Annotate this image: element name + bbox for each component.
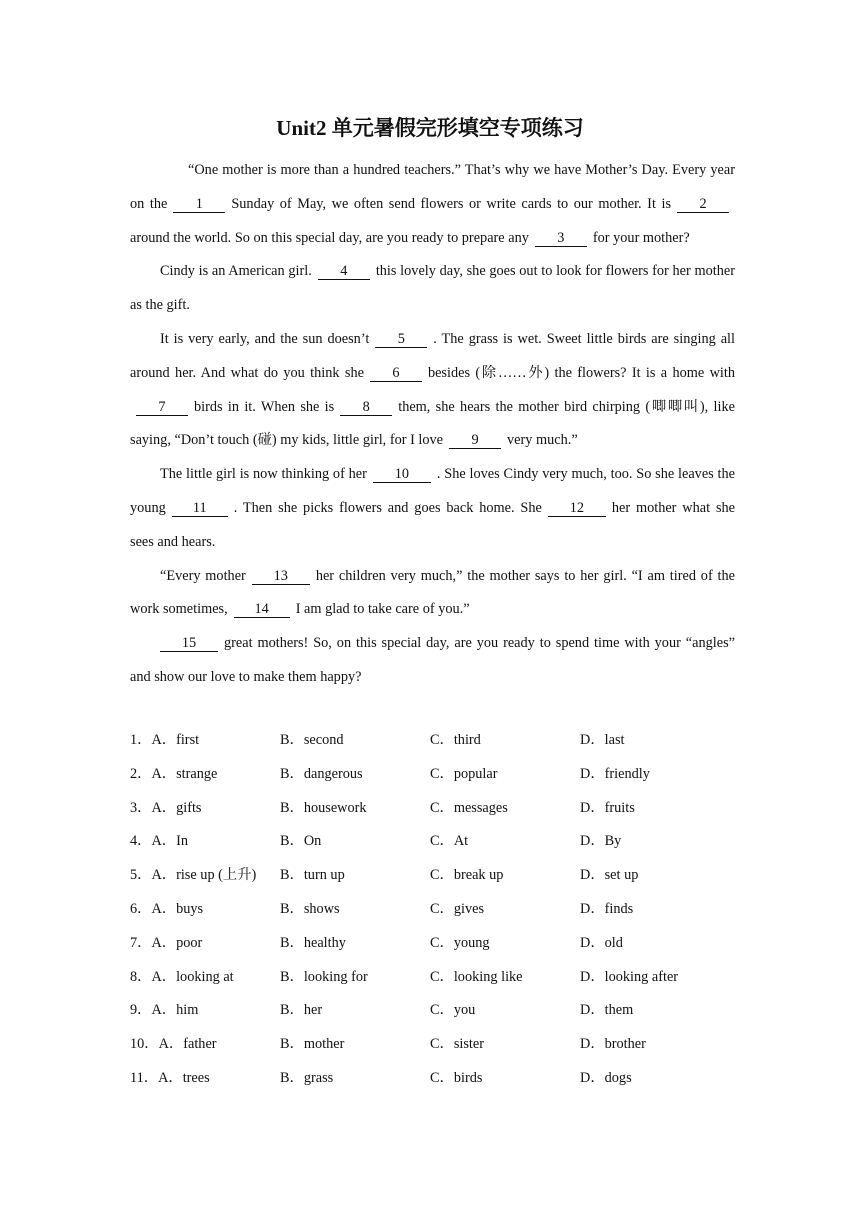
option-c: C．you <box>430 1002 476 1019</box>
option-b: B．turn up <box>280 867 345 884</box>
option-a <box>130 1028 217 1062</box>
cloze-passage <box>130 154 735 695</box>
blank-13: 13 <box>252 568 310 585</box>
option-a <box>130 724 199 758</box>
blank-9: 9 <box>449 432 501 449</box>
option-c: C．popular <box>430 765 498 782</box>
question-number: 11． <box>130 1069 159 1086</box>
passage-text: around the world. So on this special day, are you ready to prepare any <box>130 229 529 246</box>
passage-text: The little girl is now thinking of her <box>160 466 367 483</box>
option-d: D．brother <box>580 1036 646 1053</box>
passage-text: besides (除……外) the flowers? It is a home with <box>427 364 735 381</box>
option-a-text: A．him <box>151 1002 199 1019</box>
paragraph-5 <box>130 560 735 628</box>
option-b: B．grass <box>280 1069 334 1086</box>
option-b: B．mother <box>280 1036 345 1053</box>
blank-15: 15 <box>160 635 218 652</box>
paragraph-3 <box>130 323 735 458</box>
option-a-text: A．poor <box>151 934 203 951</box>
passage-text: birds in it. When she is <box>194 398 335 415</box>
option-a <box>130 825 188 859</box>
option-b: B．shows <box>280 900 340 917</box>
option-a-text: A．father <box>158 1036 217 1053</box>
option-d: D．By <box>580 833 622 850</box>
question-number: 10． <box>130 1036 159 1053</box>
question-row <box>130 859 750 893</box>
option-a <box>130 758 217 792</box>
option-d: D．finds <box>580 900 634 917</box>
paragraph-1 <box>130 154 735 255</box>
passage-text: her mother what she sees and hears. <box>130 499 735 550</box>
option-c: C．gives <box>430 900 485 917</box>
question-row <box>130 961 750 995</box>
passage-text: I am glad to take care of you.” <box>295 601 470 618</box>
answer-options <box>130 724 750 1096</box>
option-a-text: A．gifts <box>151 799 202 816</box>
passage-text: Cindy is an American girl. <box>160 263 312 280</box>
passage-text: . She loves Cindy very much, too. So she leaves the young <box>130 466 735 516</box>
option-c: C．third <box>430 732 481 748</box>
question-row <box>130 994 750 1028</box>
paragraph-2 <box>130 255 735 323</box>
option-c: C．young <box>430 934 490 951</box>
option-b: B．healthy <box>280 934 346 951</box>
option-d: D．friendly <box>580 765 650 782</box>
option-a <box>130 927 202 961</box>
question-number: 9． <box>130 1002 152 1019</box>
question-row <box>130 1028 750 1062</box>
blank-6: 6 <box>370 365 422 382</box>
option-a-text: A．first <box>151 732 200 748</box>
option-d: D．fruits <box>580 799 635 816</box>
blank-7: 7 <box>136 399 188 416</box>
option-c: C．birds <box>430 1069 483 1086</box>
passage-text: It is very early, and the sun doesn’t <box>160 330 370 347</box>
option-d: D．last <box>580 732 625 748</box>
question-number: 8． <box>130 968 152 985</box>
option-c: C．messages <box>430 799 508 816</box>
option-d: D．dogs <box>580 1069 632 1086</box>
option-a-text: A．trees <box>158 1069 210 1086</box>
question-row <box>130 758 750 792</box>
passage-text: very much.” <box>507 432 578 449</box>
question-number: 1． <box>130 732 152 748</box>
passage-text: . The grass is wet. Sweet little birds are singing all around her. And what do you think she <box>130 330 735 381</box>
passage-text: her children very much,” the mother says to her girl. “I am tired of the work sometimes, <box>130 567 735 618</box>
option-d: D．set up <box>580 867 639 884</box>
option-a <box>130 893 203 927</box>
option-b: B．looking for <box>280 968 368 985</box>
option-d: D．them <box>580 1002 634 1019</box>
passage-text: for your mother? <box>592 229 690 246</box>
passage-text: great mothers! So, on this special day, are you ready to spend time with your “angles” and show our love to make them happy? <box>130 635 735 685</box>
option-a-text: A．In <box>151 833 188 850</box>
question-row <box>130 825 750 859</box>
option-d: D．old <box>580 934 623 951</box>
option-a-text: A．looking at <box>151 968 234 985</box>
passage-text: “Every mother <box>160 567 246 584</box>
blank-3: 3 <box>535 230 587 247</box>
option-a <box>130 961 234 995</box>
option-c: C．break up <box>430 867 504 884</box>
blank-14: 14 <box>234 601 290 618</box>
question-row <box>130 927 750 961</box>
question-number: 6． <box>130 900 152 917</box>
option-b: B．On <box>280 833 322 850</box>
passage-text: this lovely day, she goes out to look for flowers for her mother as the gift. <box>130 263 735 314</box>
option-b: B．dangerous <box>280 765 363 782</box>
page-title: Unit2 单元暑假完形填空专项练习 <box>276 116 584 140</box>
option-c: C．At <box>430 833 469 850</box>
question-number: 5． <box>130 867 152 884</box>
passage-text: Sunday of May, we often send flowers or write cards to our mother. It is <box>231 195 672 212</box>
blank-8: 8 <box>340 399 392 416</box>
blank-1: 1 <box>173 196 225 213</box>
blank-10: 10 <box>373 466 431 483</box>
paragraph-4 <box>130 458 735 559</box>
option-a <box>130 792 202 826</box>
question-number: 4． <box>130 833 152 850</box>
option-b: B．housework <box>280 799 367 816</box>
option-b: B．second <box>280 732 344 748</box>
question-number: 3． <box>130 799 152 816</box>
option-b: B．her <box>280 1002 323 1019</box>
passage-text: . Then she picks flowers and goes back home. She <box>233 499 542 516</box>
option-a-text: A．buys <box>151 900 204 917</box>
option-a-text: A．strange <box>151 765 218 782</box>
option-c: C．sister <box>430 1036 485 1053</box>
passage-text: them, she hears the mother bird chirping (唧唧叫), like saying, “Don’t touch (碰) my kids, little girl, for I love <box>130 398 735 449</box>
paragraph-6 <box>130 627 735 695</box>
question-row <box>130 724 750 758</box>
option-d: D．looking after <box>580 968 679 985</box>
option-a-text: A．rise up (上升) <box>151 867 257 884</box>
option-c: C．looking like <box>430 968 523 985</box>
passage-text: “One mother is more than a hundred teachers.” That’s why we have Mother’s Day. Every year on the <box>130 162 735 212</box>
blank-11: 11 <box>172 500 228 517</box>
question-row <box>130 1062 750 1096</box>
question-row <box>130 792 750 826</box>
blank-2: 2 <box>677 196 729 213</box>
option-a <box>130 994 198 1028</box>
blank-4: 4 <box>318 263 370 280</box>
option-a <box>130 1062 210 1096</box>
question-row <box>130 893 750 927</box>
question-number: 2． <box>130 765 152 782</box>
question-number: 7． <box>130 934 152 951</box>
blank-5: 5 <box>375 331 427 348</box>
blank-12: 12 <box>548 500 606 517</box>
option-a <box>130 859 256 893</box>
